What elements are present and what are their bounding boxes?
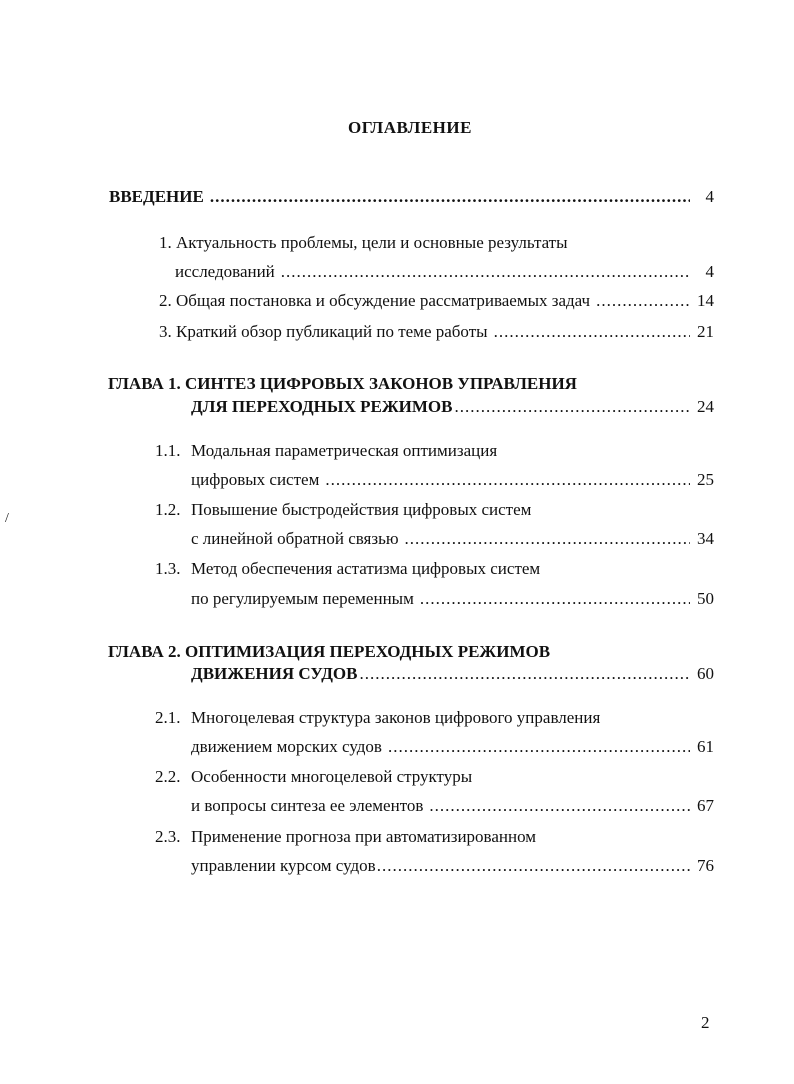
item-number: 1. xyxy=(159,233,172,252)
chapter2-heading[interactable] xyxy=(108,641,550,663)
leader-dots xyxy=(359,663,690,685)
chapter1-heading[interactable] xyxy=(108,373,577,395)
item-number: 2.3. xyxy=(155,827,181,846)
toc-entry-1-2-cont[interactable] xyxy=(191,528,714,550)
page-ref: 4 xyxy=(705,187,714,206)
chapter2-heading-cont[interactable] xyxy=(191,663,714,685)
toc-entry-intro-2[interactable] xyxy=(159,290,714,312)
toc-entry-intro[interactable] xyxy=(109,186,714,208)
page-ref: 60 xyxy=(697,664,714,683)
leader-dots xyxy=(210,186,690,208)
leader-dots xyxy=(420,588,690,610)
leader-dots xyxy=(429,795,690,817)
leader-dots xyxy=(325,469,690,491)
toc-entry-intro-1[interactable] xyxy=(159,232,568,254)
item-title: Актуальность проблемы, цели и основные результаты xyxy=(176,233,568,252)
chapter2-title: ОПТИМИЗАЦИЯ ПЕРЕХОДНЫХ РЕЖИМОВ xyxy=(185,642,551,661)
page-ref: 34 xyxy=(697,529,714,548)
intro-label: ВВЕДЕНИЕ xyxy=(109,187,204,206)
item-title: Особенности многоцелевой структуры xyxy=(191,767,473,786)
item-title: Многоцелевая структура законов цифрового управления xyxy=(191,708,601,727)
page-ref: 24 xyxy=(697,397,714,416)
item-title: Повышение быстродействия цифровых систем xyxy=(191,500,532,519)
leader-dots xyxy=(281,261,690,283)
page-ref: 14 xyxy=(697,291,714,310)
leader-dots xyxy=(454,396,690,418)
item-title: Метод обеспечения астатизма цифровых систем xyxy=(191,559,541,578)
page-ref: 21 xyxy=(697,322,714,341)
toc-entry-2-2-cont[interactable] xyxy=(191,795,714,817)
chapter1-title: СИНТЕЗ ЦИФРОВЫХ ЗАКОНОВ УПРАВЛЕНИЯ xyxy=(185,374,577,393)
item-title-text: Общая постановка и обсуждение рассматриваемых задач xyxy=(176,291,591,310)
item-title: Применение прогноза при автоматизированном xyxy=(191,827,537,846)
toc-entry-2-1[interactable] xyxy=(155,707,600,729)
item-title-cont: и вопросы синтеза ее элементов xyxy=(191,796,424,815)
page-ref: 67 xyxy=(697,796,714,815)
item-number: 2.1. xyxy=(155,708,181,727)
page-ref: 61 xyxy=(697,737,714,756)
leader-dots xyxy=(388,736,690,758)
leader-dots xyxy=(377,855,690,877)
item-number: 1.3. xyxy=(155,559,181,578)
item-number: 1.1. xyxy=(155,441,181,460)
leader-dots xyxy=(494,321,690,343)
page-number: 2 xyxy=(701,1013,710,1032)
toc-entry-1-3-cont[interactable] xyxy=(191,588,714,610)
item-number: 2.2. xyxy=(155,767,181,786)
item-title-cont: исследований xyxy=(175,262,275,281)
item-title: Модальная параметрическая оптимизация xyxy=(191,441,498,460)
page-ref: 50 xyxy=(697,589,714,608)
leader-dots xyxy=(405,528,690,550)
chapter1-title-cont: ДЛЯ ПЕРЕХОДНЫХ РЕЖИМОВ xyxy=(191,397,453,416)
item-title-text: Краткий обзор публикаций по теме работы xyxy=(176,322,488,341)
chapter1-prefix: ГЛАВА 1. xyxy=(108,374,181,393)
toc-entry-1-1-cont[interactable] xyxy=(191,469,714,491)
item-number: 1.2. xyxy=(155,500,181,519)
item-title-cont: с линейной обратной связью xyxy=(191,529,399,548)
toc-entry-2-1-cont[interactable] xyxy=(191,736,714,758)
page-ref: 4 xyxy=(705,262,714,281)
chapter2-title-cont: ДВИЖЕНИЯ СУДОВ xyxy=(191,664,358,683)
toc-title: ОГЛАВЛЕНИЕ xyxy=(348,118,472,137)
page-ref: 76 xyxy=(697,856,714,875)
toc-entry-2-3[interactable] xyxy=(155,826,536,848)
chapter1-heading-cont[interactable] xyxy=(191,396,714,418)
item-number: 3. xyxy=(159,322,172,341)
item-title-cont: управлении курсом судов xyxy=(191,856,376,875)
toc-entry-intro-1-cont[interactable] xyxy=(175,261,714,283)
item-title-cont: по регулируемым переменным xyxy=(191,589,414,608)
item-title xyxy=(159,321,488,343)
toc-entry-2-3-cont[interactable] xyxy=(191,855,714,877)
item-title xyxy=(159,290,590,312)
toc-entry-intro-3[interactable] xyxy=(159,321,714,343)
item-title-cont: движением морских судов xyxy=(191,737,382,756)
margin-mark: / xyxy=(5,511,9,526)
page-ref: 25 xyxy=(697,470,714,489)
chapter2-prefix: ГЛАВА 2. xyxy=(108,642,181,661)
item-number: 2. xyxy=(159,291,172,310)
item-title-cont: цифровых систем xyxy=(191,470,320,489)
toc-entry-1-2[interactable] xyxy=(155,499,531,521)
toc-entry-1-3[interactable] xyxy=(155,558,540,580)
leader-dots xyxy=(596,290,690,312)
toc-entry-2-2[interactable] xyxy=(155,766,472,788)
toc-entry-1-1[interactable] xyxy=(155,440,497,462)
